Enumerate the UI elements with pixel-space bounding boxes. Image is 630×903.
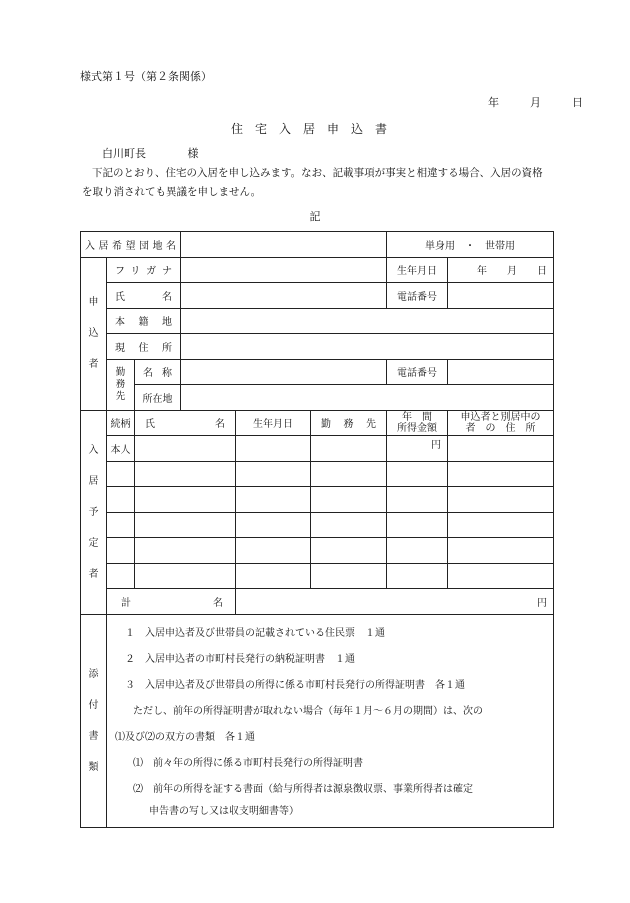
resident-workplace-field[interactable]: [311, 487, 387, 513]
resident-workplace-field[interactable]: [311, 436, 387, 462]
resident-workplace-field[interactable]: [311, 461, 387, 487]
residents-char-1: 入: [88, 444, 99, 456]
address-field[interactable]: [181, 334, 554, 360]
resident-income-field[interactable]: [387, 436, 448, 462]
resident-income-field[interactable]: [387, 563, 448, 589]
resident-name-field[interactable]: [135, 563, 236, 589]
resident-separate-address-field[interactable]: [448, 487, 554, 513]
applicant-char-1: 申: [88, 297, 99, 308]
resident-birthdate-field[interactable]: [236, 436, 311, 462]
col-name: 氏名: [135, 410, 236, 436]
furigana-label: フリガナ: [107, 257, 181, 283]
resident-row: [81, 512, 554, 538]
col-income-line2: 所得金額: [397, 422, 438, 434]
resident-relation-field[interactable]: [107, 487, 135, 513]
resident-relation-field[interactable]: [107, 461, 135, 487]
workplace-label: [107, 359, 135, 410]
total-label: 計: [121, 597, 131, 609]
resident-birthdate-field[interactable]: [236, 512, 311, 538]
addressee-name: 白川町長: [102, 147, 146, 160]
attached-docs-label: [81, 614, 107, 827]
resident-relation-field[interactable]: [107, 563, 135, 589]
residents-char-2: 居: [88, 475, 99, 487]
declaration-statement: 下記のとおり、住宅の入居を申し込みます。なお、記載事項が事実と相違する場合、入居の資格を取り消されても異議を申しません。: [82, 167, 543, 198]
resident-income-field[interactable]: [387, 512, 448, 538]
residents-char-5: 者: [88, 568, 99, 580]
date-month-label: 月: [530, 96, 541, 109]
residents-section-label: [81, 410, 107, 614]
residents-char-4: 定: [88, 537, 99, 549]
resident-name-field[interactable]: [135, 487, 236, 513]
applicant-char-2: 込: [88, 328, 99, 339]
resident-relation-field[interactable]: [107, 512, 135, 538]
resident-birthdate-field[interactable]: [236, 563, 311, 589]
application-form-table: [80, 231, 554, 828]
name-field[interactable]: [181, 283, 387, 309]
total-yen-unit: 円: [537, 597, 548, 609]
birthdate-field[interactable]: [448, 257, 554, 283]
birth-month-label: 月: [507, 266, 518, 278]
col-income: [387, 410, 448, 436]
furigana-field[interactable]: [181, 257, 387, 283]
total-income-cell[interactable]: [236, 589, 554, 615]
col-workplace: 勤務先: [311, 410, 387, 436]
address-label: 現住所: [107, 334, 181, 360]
residents-char-3: 予: [88, 506, 99, 518]
doc-subitem-2: ⑵ 前年の所得を証する書面（給与所得者は源泉徴収票、事業所得者は確定: [133, 783, 473, 795]
resident-income-field[interactable]: [387, 487, 448, 513]
application-date: [488, 94, 583, 110]
phone-field[interactable]: [448, 283, 554, 309]
workplace-name-label: 名称: [135, 359, 181, 385]
col-income-line1: 年 間: [402, 411, 433, 423]
domicile-label: 本籍地: [107, 308, 181, 334]
workplace-char-1: 勤: [115, 366, 126, 378]
resident-birthdate-field[interactable]: [236, 538, 311, 564]
col-separate-line2: 者 の 住 所: [465, 422, 536, 434]
desired-complex-label: 入居希望団地名: [81, 232, 181, 258]
ki-heading: 記: [309, 210, 321, 223]
date-year-label: 年: [488, 96, 499, 109]
attached-docs-list: [107, 614, 554, 827]
doc-item-3: ３ 入居申込者及び世帯員の所得に係る市町村長発行の所得証明書 各１通: [125, 679, 465, 691]
birth-year-label: 年: [477, 266, 488, 278]
doc-item-3-note: ただし、前年の所得証明書が取れない場合（毎年１月～６月の期間）は、次の: [133, 705, 483, 717]
name-label: 氏名: [107, 283, 181, 309]
date-day-label: 日: [572, 96, 583, 109]
applicant-char-3: 者: [88, 359, 99, 370]
resident-name-field[interactable]: [135, 436, 236, 462]
workplace-char-3: 先: [115, 390, 126, 402]
docs-char-2: 付: [88, 699, 99, 711]
page-title: 住宅入居申込書: [230, 122, 399, 136]
relation-self: 本人: [107, 436, 135, 462]
resident-separate-address-field[interactable]: [448, 436, 554, 462]
doc-subitem-1: ⑴ 前々年の所得に係る市町村長発行の所得証明書: [133, 757, 363, 769]
yen-unit: 円: [431, 440, 442, 451]
birthdate-label: 生年月日: [387, 257, 448, 283]
resident-row: [81, 563, 554, 589]
domicile-field[interactable]: [181, 308, 554, 334]
resident-row: [81, 538, 554, 564]
col-separate-line1: 申込者と別居中の: [460, 411, 541, 423]
resident-workplace-field[interactable]: [311, 512, 387, 538]
resident-name-field[interactable]: [135, 461, 236, 487]
resident-separate-address-field[interactable]: [448, 512, 554, 538]
workplace-char-2: 務: [115, 378, 126, 390]
housing-type-choice[interactable]: 単身用 ・ 世帯用: [387, 232, 554, 258]
total-count-cell: [107, 589, 236, 615]
doc-item-3-note-cont: ⑴及び⑵の双方の書類 各１通: [115, 731, 255, 743]
docs-char-3: 書: [88, 730, 99, 742]
addressee-honorific: 様: [187, 147, 199, 160]
doc-item-2: ２ 入居申込者の市町村長発行の納税証明書 １通: [125, 653, 355, 665]
workplace-phone-label: 電話番号: [387, 359, 448, 385]
doc-item-1: １ 入居申込者及び世帯員の記載されている住民票 １通: [125, 627, 385, 639]
docs-char-1: 添: [88, 668, 99, 680]
workplace-name-field[interactable]: [181, 359, 387, 385]
resident-row: [81, 461, 554, 487]
resident-income-field[interactable]: [387, 538, 448, 564]
resident-name-field[interactable]: [135, 512, 236, 538]
applicant-section-label: [81, 257, 107, 410]
form-number: 様式第１号（第２条関係）: [80, 70, 212, 83]
doc-subitem-2-cont: 申告書の写し又は収支明細書等）: [149, 805, 299, 817]
resident-row: [81, 487, 554, 513]
desired-complex-field[interactable]: [181, 232, 387, 258]
col-relation: 続柄: [107, 410, 135, 436]
resident-birthdate-field[interactable]: [236, 461, 311, 487]
birth-day-label: 日: [537, 266, 548, 278]
phone-label: 電話番号: [387, 283, 448, 309]
docs-char-4: 類: [88, 761, 99, 773]
resident-separate-address-field[interactable]: [448, 461, 554, 487]
resident-separate-address-field[interactable]: [448, 538, 554, 564]
resident-workplace-field[interactable]: [311, 563, 387, 589]
resident-separate-address-field[interactable]: [448, 563, 554, 589]
col-separate-address: [448, 410, 554, 436]
resident-birthdate-field[interactable]: [236, 487, 311, 513]
workplace-location-field[interactable]: [181, 385, 554, 411]
resident-relation-field[interactable]: [107, 538, 135, 564]
workplace-location-label: 所在地: [135, 385, 181, 411]
total-unit: 名: [213, 597, 223, 609]
addressee: [102, 145, 199, 161]
workplace-phone-field[interactable]: [448, 359, 554, 385]
resident-name-field[interactable]: [135, 538, 236, 564]
resident-workplace-field[interactable]: [311, 538, 387, 564]
col-birthdate: 生年月日: [236, 410, 311, 436]
resident-income-field[interactable]: [387, 461, 448, 487]
